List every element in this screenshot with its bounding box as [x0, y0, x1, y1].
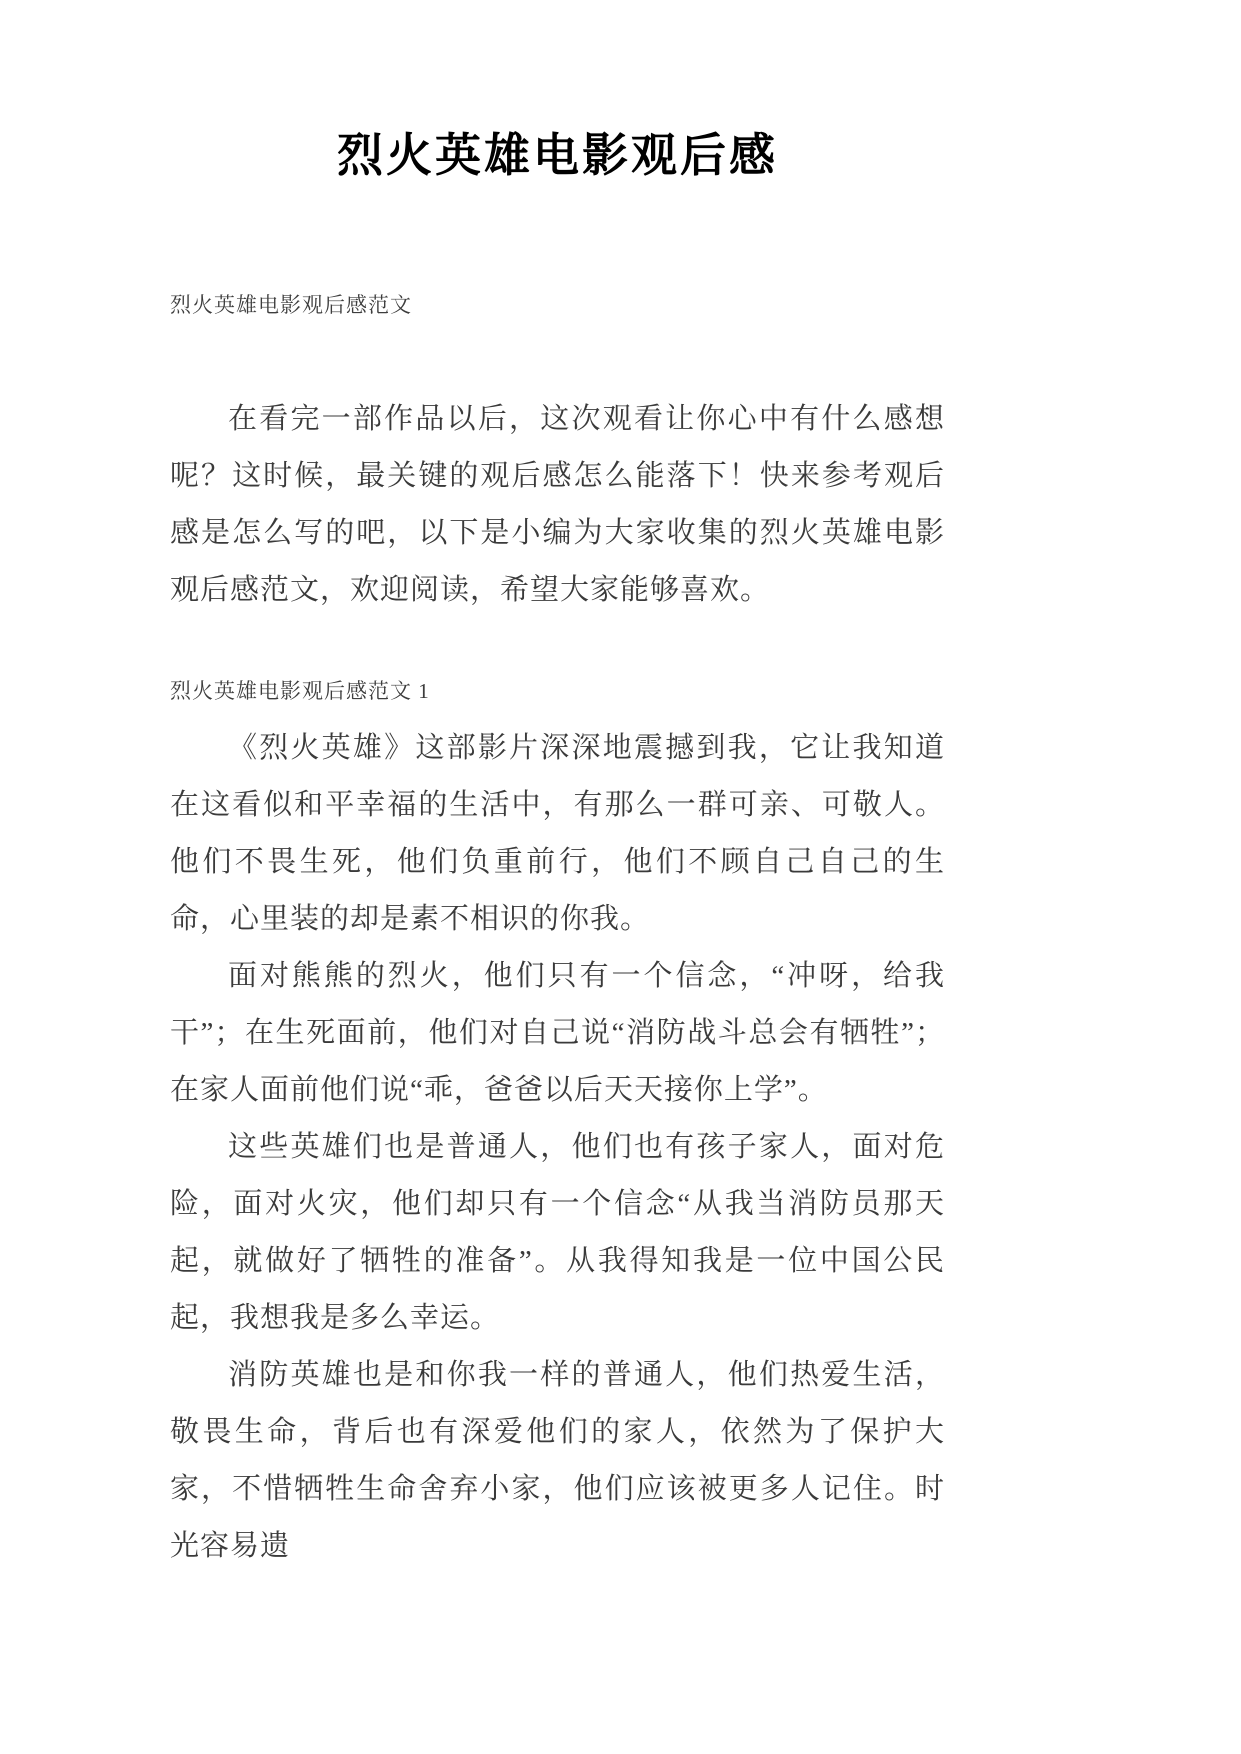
essay-paragraph: 《烈火英雄》这部影片深深地震撼到我，它让我知道在这看似和平幸福的生活中，有那么一群可亲、可敬人。他们不畏生死，他们负重前行，他们不顾自己自己的生命，心里装的却是素不相识的你我。 — [170, 731, 945, 935]
essay-paragraph: 消防英雄也是和你我一样的普通人，他们热爱生活，敬畏生命，背后也有深爱他们的家人，依然为了保护大家，不惜牺牲生命舍弃小家，他们应该被更多人记住。时光容易遗 — [170, 1358, 945, 1562]
essay-paragraph: 面对熊熊的烈火，他们只有一个信念，“冲呀，给我干”；在生死面前，他们对自己说“消防战斗总会有牺牲”；在家人面前他们说“乖，爸爸以后天天接你上学”。 — [170, 959, 945, 1106]
essay-paragraph: 这些英雄们也是普通人，他们也有孩子家人，面对危险，面对火灾，他们却只有一个信念“从我当消防员那天起，就做好了牺牲的准备”。从我得知我是一位中国公民起，我想我是多么幸运。 — [170, 1130, 945, 1334]
subtitle-label: 烈火英雄电影观后感范文 — [170, 293, 412, 318]
document-title: 烈火英雄电影观后感 — [337, 130, 778, 181]
section-heading: 烈火英雄电影观后感范文 1 — [170, 678, 430, 703]
intro-paragraph: 在看完一部作品以后，这次观看让你心中有什么感想呢？这时候，最关键的观后感怎么能落下！快来参考观后感是怎么写的吧，以下是小编为大家收集的烈火英雄电影观后感范文，欢迎阅读，希望大家能够喜欢。 — [170, 402, 945, 606]
essay-body — [170, 720, 945, 1575]
